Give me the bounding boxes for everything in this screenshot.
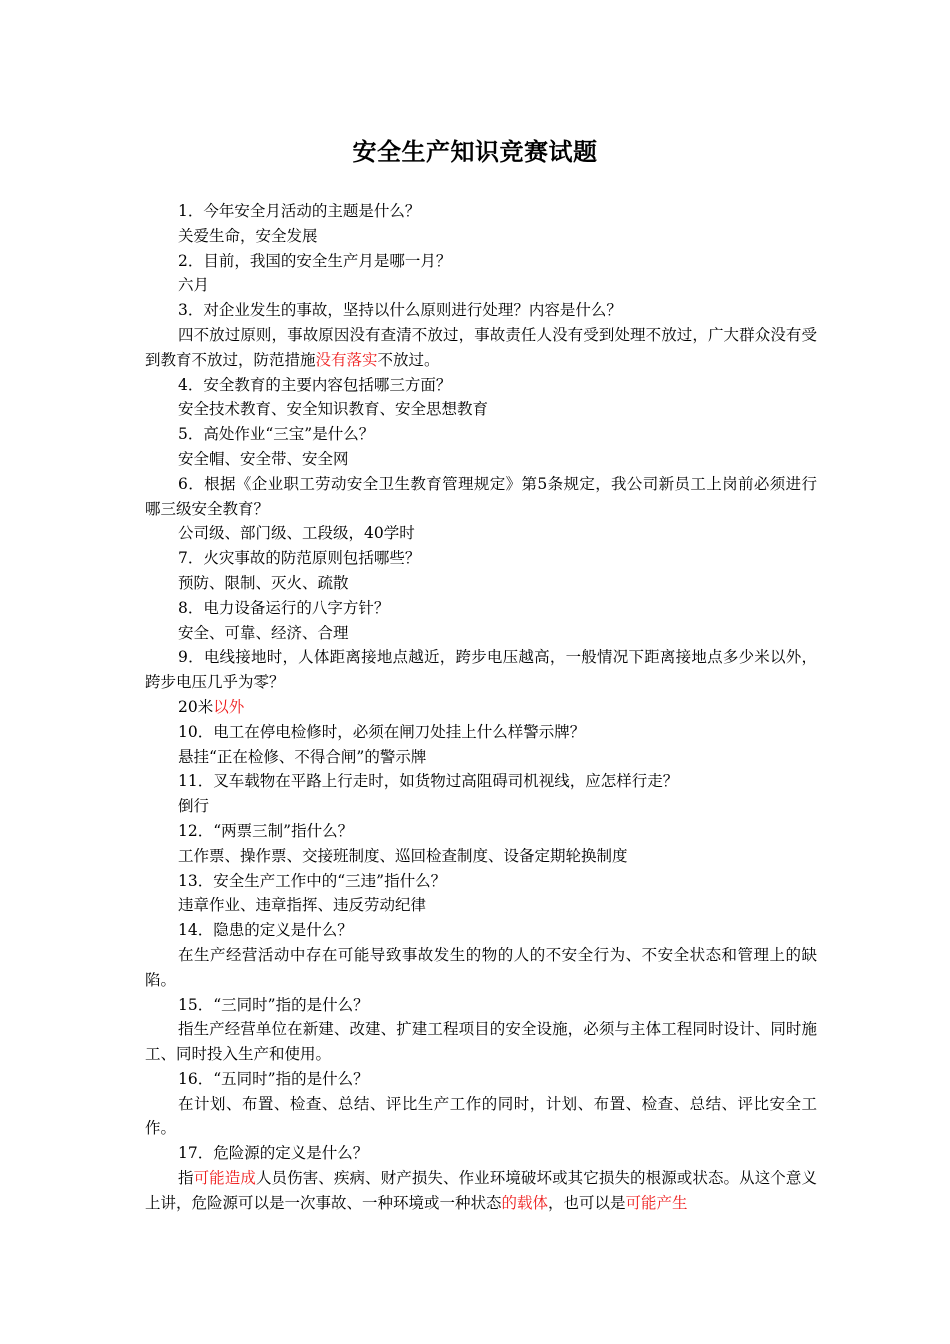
text-segment: 人员伤害、疾病、财产损失、作业环境破坏或其它损失的根源或状态。从这个意义上讲，危险源可以是一次事故、一种环境或一种状态 xyxy=(145,1169,817,1212)
text-segment: 关爱生命，安全发展 xyxy=(178,226,318,245)
document-title: 安全生产知识竞赛试题 xyxy=(352,137,598,166)
paragraph xyxy=(145,224,817,249)
paragraph xyxy=(145,1166,817,1216)
highlighted-text: 可能造成 xyxy=(193,1169,256,1188)
text-segment: 指 xyxy=(178,1169,194,1188)
text-segment: 预防、限制、灭火、疏散 xyxy=(178,573,349,592)
text-segment: 4．安全教育的主要内容包括哪三方面？ xyxy=(178,375,452,394)
text-segment: 2．目前，我国的安全生产月是哪一月？ xyxy=(178,251,452,270)
paragraph xyxy=(145,1067,817,1092)
highlighted-text: 可能产生 xyxy=(625,1193,688,1212)
paragraph xyxy=(145,819,817,844)
highlighted-text: 以外 xyxy=(213,697,245,716)
paragraph xyxy=(145,273,817,298)
paragraph xyxy=(145,621,817,646)
text-segment: 不放过。 xyxy=(377,350,440,369)
paragraph xyxy=(145,720,817,745)
text-segment: 违章作业、违章指挥、违反劳动纪律 xyxy=(178,896,427,915)
text-segment: 7．火灾事故的防范原则包括哪些？ xyxy=(178,549,421,568)
paragraph xyxy=(145,397,817,422)
text-segment: 悬挂“正在检修、不得合闸”的警示牌 xyxy=(178,747,427,766)
paragraph xyxy=(145,472,817,522)
paragraph xyxy=(145,596,817,621)
text-segment: 在生产经营活动中存在可能导致事故发生的物的人的不安全行为、不安全状态和管理上的缺陷。 xyxy=(145,945,817,989)
paragraph xyxy=(145,422,817,447)
document-body xyxy=(145,199,817,1216)
highlighted-text: 没有落实 xyxy=(315,350,378,369)
text-segment: 10．电工在停电检修时，必须在闸刀处挂上什么样警示牌？ xyxy=(178,722,586,741)
text-segment: 倒行 xyxy=(178,797,210,816)
paragraph xyxy=(145,373,817,398)
paragraph xyxy=(145,645,817,695)
paragraph xyxy=(145,769,817,794)
paragraph xyxy=(145,943,817,993)
paragraph xyxy=(145,695,817,720)
paragraph xyxy=(145,993,817,1018)
paragraph xyxy=(145,869,817,894)
text-segment: 工作票、操作票、交接班制度、巡回检查制度、设备定期轮换制度 xyxy=(178,846,628,865)
paragraph xyxy=(145,893,817,918)
text-segment: 12．“两票三制”指什么？ xyxy=(178,821,354,840)
text-segment: 1．今年安全月活动的主题是什么？ xyxy=(178,202,421,220)
text-segment: 6．根据《企业职工劳动安全卫生教育管理规定》第5条规定，我公司新员工上岗前必须进行哪三级安全教育？ xyxy=(145,474,817,518)
paragraph xyxy=(145,249,817,274)
paragraph xyxy=(145,447,817,472)
paragraph xyxy=(145,1092,817,1142)
text-segment: 在计划、布置、检查、总结、评比生产工作的同时，计划、布置、检查、总结、评比安全工作。 xyxy=(145,1094,817,1138)
text-segment: 安全技术教育、安全知识教育、安全思想教育 xyxy=(178,400,489,419)
text-segment: 14．隐患的定义是什么？ xyxy=(178,921,353,940)
text-segment: 5．高处作业“三宝”是什么？ xyxy=(178,425,375,444)
text-segment: 公司级、部门级、工段级，40学时 xyxy=(178,524,415,543)
text-segment: 四不放过原则，事故原因没有查清不放过，事故责任人没有受到处理不放过，广大群众没有受到教育不放过，防范措施 xyxy=(145,325,817,369)
text-segment: 安全、可靠、经济、合理 xyxy=(178,623,349,642)
paragraph xyxy=(145,323,817,373)
text-segment: 9．电线接地时，人体距离接地点越近，跨步电压越高，一般情况下距离接地点多少米以外，跨步电压几乎为零？ xyxy=(145,648,817,692)
paragraph xyxy=(145,918,817,943)
text-segment: 指生产经营单位在新建、改建、扩建工程项目的安全设施，必须与主体工程同时设计、同时施工、同时投入生产和使用。 xyxy=(145,1020,817,1064)
text-segment: ，也可以是 xyxy=(548,1193,626,1212)
paragraph xyxy=(145,844,817,869)
paragraph xyxy=(145,521,817,546)
text-segment: 六月 xyxy=(178,276,210,295)
paragraph xyxy=(145,298,817,323)
text-segment: 13．安全生产工作中的“三违”指什么？ xyxy=(178,871,447,890)
paragraph xyxy=(145,745,817,770)
text-segment: 17．危险源的定义是什么？ xyxy=(178,1144,369,1163)
text-segment: 8．电力设备运行的八字方针？ xyxy=(178,598,390,617)
paragraph xyxy=(145,546,817,571)
paragraph xyxy=(145,1017,817,1067)
text-segment: 11．叉车载物在平路上行走时，如货物过高阻碍司机视线，应怎样行走？ xyxy=(178,772,679,791)
paragraph xyxy=(145,794,817,819)
text-segment: 15．“三同时”指的是什么？ xyxy=(178,995,369,1014)
text-segment: 安全帽、安全带、安全网 xyxy=(178,449,349,468)
paragraph xyxy=(145,571,817,596)
paragraph xyxy=(145,199,817,224)
paragraph xyxy=(145,1141,817,1166)
highlighted-text: 的载体 xyxy=(501,1193,549,1212)
text-segment: 20米 xyxy=(178,697,214,716)
text-segment: 3．对企业发生的事故，坚持以什么原则进行处理？内容是什么？ xyxy=(178,301,622,320)
text-segment: 16．“五同时”指的是什么？ xyxy=(178,1069,369,1088)
